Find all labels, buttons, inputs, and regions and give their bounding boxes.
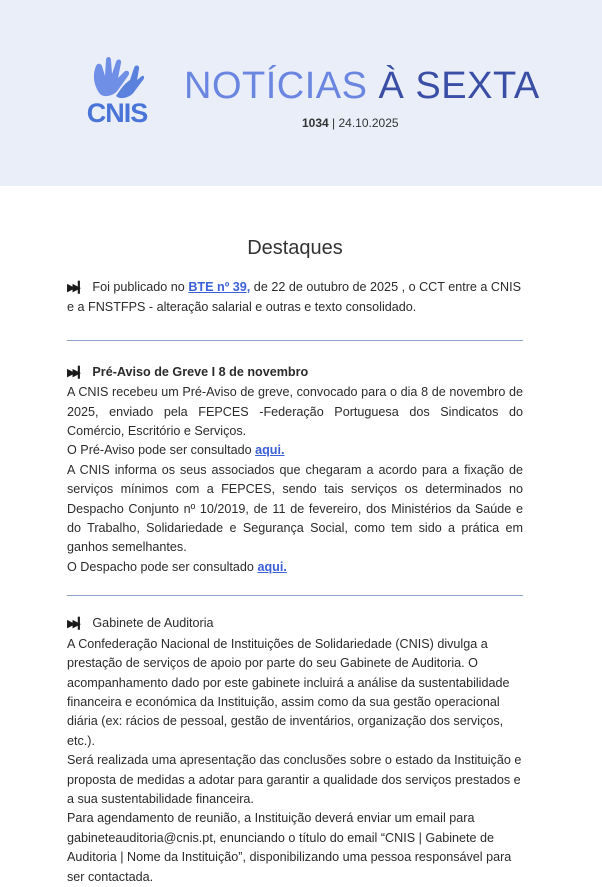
page-title — [184, 64, 540, 108]
audit-paragraph-1: A Confederação Nacional de Instituições de Solidariedade (CNIS) divulga a prestação de serviços de apoio por parte do seu Gabinete de Auditoria. O acompanhamento dado por este gabinete incluirá a análise da sustentabilidade financeira e económica da Instituição, assim como da sua gestão operacional diária (ex: rácios de pessoal, gestão de inventários, organização dos serviços, etc.). — [67, 636, 510, 748]
divider — [67, 595, 523, 596]
cnis-logo — [84, 54, 150, 130]
issue-number: 1034 — [302, 116, 329, 130]
fast-forward-icon: ▶▶▎ — [67, 282, 84, 294]
strike-paragraph-2 — [67, 441, 523, 460]
news-item-bte — [67, 278, 523, 318]
news-item-audit — [67, 614, 523, 887]
audit-paragraph-3: Para agendamento de reunião, a Instituição deverá enviar um email para gabineteauditoria@cnis.pt, enunciando o título do email “CNIS | Gabinete de Auditoria | Nome da Instituição”, disponibilizando uma pessoa responsável para ser contactada. — [67, 811, 512, 884]
audit-paragraph-2: Será realizada uma apresentação das conclusões sobre o estado da Instituição e proposta de medidas a adotar para garantir a qualidade dos serviços prestados e a sua sustentabilidade financeira. — [67, 753, 522, 806]
fast-forward-icon: ▶▶▎ — [67, 618, 84, 631]
newsletter-content — [67, 186, 523, 887]
pre-aviso-link[interactable]: aqui. — [255, 443, 285, 458]
news-item-strike — [67, 363, 523, 577]
strike-paragraph-1: A CNIS recebeu um Pré-Aviso de greve, convocado para o dia 8 de novembro de 2025, enviado pela FEPCES -Federação Portuguesa dos Sindicatos do Comércio, Escritório e Serviços. — [67, 385, 523, 439]
title-part-1: NOTÍCIAS — [184, 65, 368, 107]
logo-text: CNIS — [86, 98, 148, 128]
newsletter-header — [0, 0, 602, 186]
hands-logo-icon — [90, 54, 144, 100]
audit-title: Gabinete de Auditoria — [92, 616, 214, 631]
divider — [67, 340, 523, 341]
fast-forward-icon: ▶▶▎ — [67, 366, 84, 379]
strike-paragraph-3: A CNIS informa os seus associados que chegaram a acordo para a fixação de serviços mínimos com a FEPCES, sendo tais serviços os determinados no Despacho Conjunto nº 10/2019, de 11 de fevereiro, dos Ministérios da Saúde e do Trabalho, Solidariedade e Segurança Social, como tem sido a prática em ganhos semelhantes. — [67, 462, 523, 555]
issue-date: 24.10.2025 — [338, 116, 399, 130]
strike-p2-text: O Pré-Aviso pode ser consultado — [67, 443, 256, 458]
despacho-link[interactable]: aqui. — [257, 559, 287, 574]
bte-text-before: Foi publicado no — [92, 280, 189, 294]
strike-p4-text: O Despacho pode ser consultado — [67, 559, 258, 574]
strike-title: Pré-Aviso de Greve I 8 de novembro — [92, 364, 309, 379]
title-part-2: À SEXTA — [367, 65, 540, 107]
bte-link[interactable]: BTE nº 39, — [188, 280, 251, 294]
bte-text-after: de 22 de outubro de 2025 , o CCT entre a CNIS e a FNSTFPS - alteração salarial e outras e texto consolidado. — [67, 280, 522, 315]
issue-separator: | — [328, 116, 339, 130]
issue-info — [302, 116, 399, 130]
strike-paragraph-4 — [67, 558, 523, 577]
section-heading: Destaques — [247, 237, 343, 259]
